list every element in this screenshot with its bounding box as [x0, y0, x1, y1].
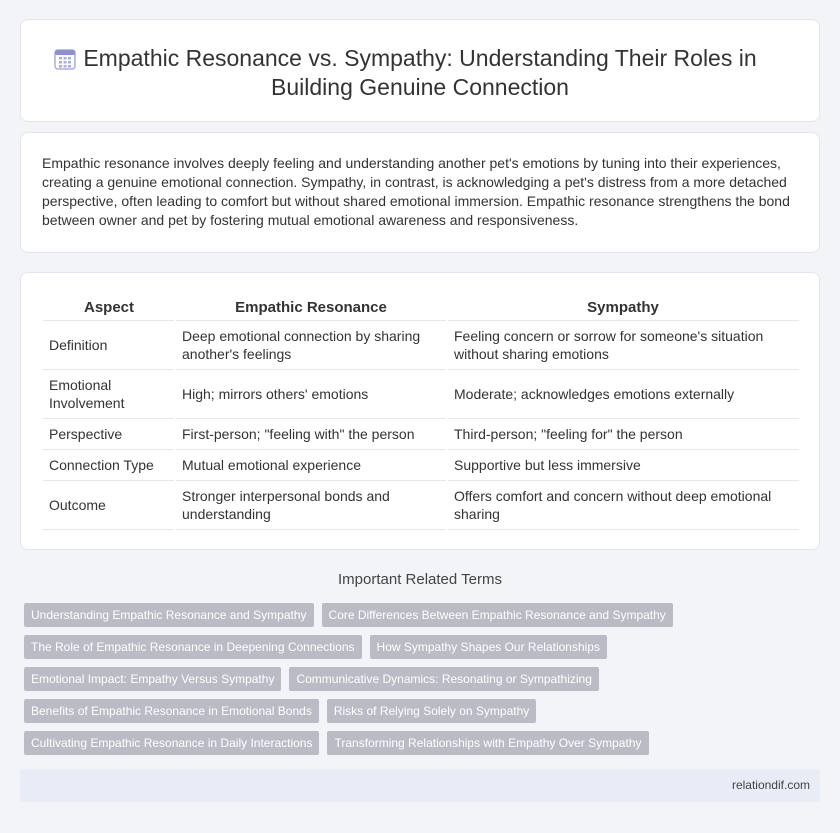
table-cell: Emotional Involvement	[43, 369, 175, 418]
table-cell: Outcome	[43, 480, 175, 529]
table-cell: Definition	[43, 320, 175, 369]
table-cell: Moderate; acknowledges emotions externally	[447, 369, 799, 418]
table-cell: Offers comfort and concern without deep emotional sharing	[447, 480, 799, 529]
related-term-tag[interactable]: Emotional Impact: Empathy Versus Sympathy	[24, 667, 281, 691]
tag-row	[24, 731, 824, 755]
title-card	[20, 19, 820, 122]
related-term-tag[interactable]: Understanding Empathic Resonance and Sympathy	[24, 603, 314, 627]
footer	[20, 769, 820, 802]
related-term-tag[interactable]: Cultivating Empathic Resonance in Daily Interactions	[24, 731, 319, 755]
related-terms-title: Important Related Terms	[338, 571, 502, 588]
table-cell: Connection Type	[43, 449, 175, 480]
table-row	[43, 369, 799, 418]
page-title-line1: Empathic Resonance vs. Sympathy: Understanding Their Roles in	[83, 45, 757, 71]
related-term-tag[interactable]: Risks of Relying Solely on Sympathy	[327, 699, 536, 723]
table-cell: Deep emotional connection by sharing another's feelings	[175, 320, 447, 369]
intro-text: Empathic resonance involves deeply feeling and understanding another pet's emotions by tuning into their experiences, creating a genuine emotional connection. Sympathy, in contrast, is acknowledging a pet's distress from a more detached perspective, often leading to comfort but without shared emotional immersion. Empathic resonance strengthens the bond between owner and pet by fostering mutual emotional awareness and responsiveness.	[42, 155, 790, 228]
intro-card	[20, 132, 820, 253]
tag-row	[24, 603, 824, 627]
table-row	[43, 320, 799, 369]
related-terms-list	[24, 603, 824, 763]
page-title	[21, 44, 819, 102]
table-header-row	[43, 295, 799, 320]
table-row	[43, 449, 799, 480]
table-row	[43, 480, 799, 529]
table-cell: High; mirrors others' emotions	[175, 369, 447, 418]
table-cell: Supportive but less immersive	[447, 449, 799, 480]
table-cell: Perspective	[43, 418, 175, 449]
comparison-table	[43, 295, 799, 530]
table-cell: First-person; "feeling with" the person	[175, 418, 447, 449]
tag-row	[24, 635, 824, 659]
footer-site-link[interactable]: relationdif.com	[731, 778, 810, 792]
related-term-tag[interactable]: Transforming Relationships with Empathy Over Sympathy	[327, 731, 648, 755]
table-cell: Stronger interpersonal bonds and understanding	[175, 480, 447, 529]
tag-row	[24, 667, 824, 691]
related-term-tag[interactable]: Benefits of Empathic Resonance in Emotional Bonds	[24, 699, 319, 723]
comparison-card	[20, 272, 820, 550]
header-aspect: Aspect	[43, 295, 175, 320]
table-row	[43, 418, 799, 449]
table-cell: Mutual emotional experience	[175, 449, 447, 480]
table-cell: Third-person; "feeling for" the person	[447, 418, 799, 449]
related-term-tag[interactable]: Communicative Dynamics: Resonating or Sympathizing	[289, 667, 598, 691]
tag-row	[24, 699, 824, 723]
header-sympathy: Sympathy	[447, 295, 799, 320]
header-empathic-resonance: Empathic Resonance	[175, 295, 447, 320]
table-cell: Feeling concern or sorrow for someone's situation without sharing emotions	[447, 320, 799, 369]
related-term-tag[interactable]: How Sympathy Shapes Our Relationships	[370, 635, 607, 659]
page-title-line2: Building Genuine Connection	[271, 74, 569, 100]
related-term-tag[interactable]: The Role of Empathic Resonance in Deepening Connections	[24, 635, 362, 659]
related-term-tag[interactable]: Core Differences Between Empathic Resonance and Sympathy	[322, 603, 673, 627]
